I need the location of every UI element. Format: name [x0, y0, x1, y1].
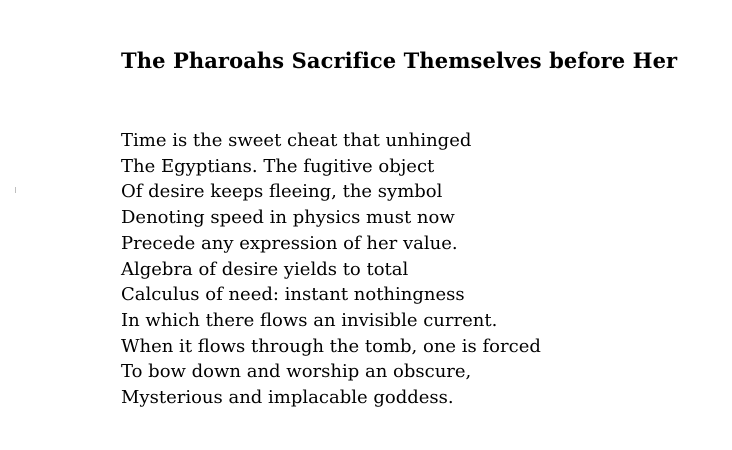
poem-line: When it flows through the tomb, one is forced [121, 335, 541, 357]
poem-line: Denoting speed in physics must now [121, 207, 455, 229]
poem-line: Precede any expression of her value. [121, 232, 458, 254]
poem-title: The Pharoahs Sacrifice Themselves before Her [121, 48, 678, 73]
poem-body [121, 128, 541, 411]
poem-line: Of desire keeps fleeing, the symbol [121, 181, 443, 203]
poem-line: To bow down and worship an obscure, [121, 361, 472, 383]
poem-line: Mysterious and implacable goddess. [121, 387, 454, 409]
poem-line: Time is the sweet cheat that unhinged [121, 130, 472, 151]
poem-line: In which there flows an invisible current. [121, 309, 498, 331]
poem-line: Algebra of desire yields to total [121, 258, 409, 280]
margin-mark [15, 187, 16, 193]
poem-line: The Egyptians. The fugitive object [121, 155, 435, 177]
poem-line: Calculus of need: instant nothingness [121, 284, 465, 306]
